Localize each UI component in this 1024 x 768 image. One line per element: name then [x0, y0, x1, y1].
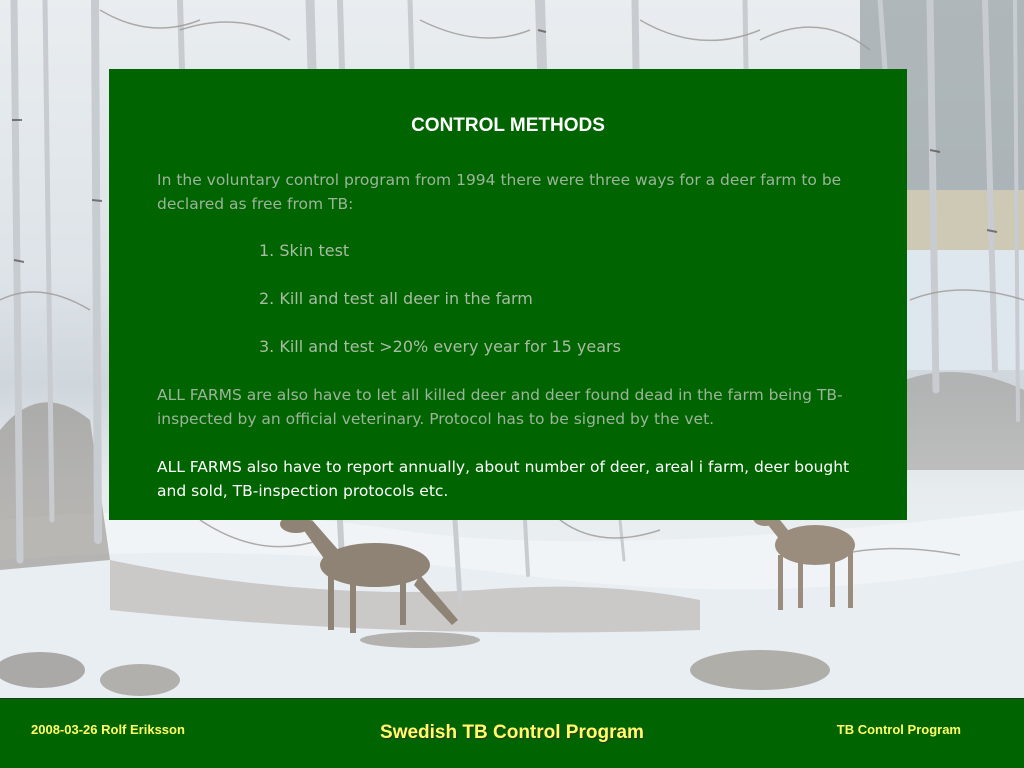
farms-report-paragraph: ALL FARMS also have to report annually, about number of deer, areal i farm, deer bought and sold, TB-inspection protocols etc. — [157, 458, 850, 500]
footer-program-title: Swedish TB Control Program — [380, 722, 644, 743]
intro-paragraph: In the voluntary control program from 1994 there were three ways for a deer farm to be declared as free from TB: — [157, 171, 842, 213]
footer-date-author: 2008-03-26 Rolf Eriksson — [31, 722, 185, 737]
slide-footer — [0, 698, 1024, 768]
slide-title: CONTROL METHODS — [411, 115, 605, 136]
method-item-kill-all: 2. Kill and test all deer in the farm — [259, 289, 533, 308]
content-panel — [109, 69, 907, 520]
footer-program-label: TB Control Program — [836, 722, 961, 737]
method-item-skin-test: 1. Skin test — [259, 241, 350, 260]
method-item-kill-percent: 3. Kill and test >20% every year for 15 years — [259, 337, 621, 356]
farms-inspection-paragraph: ALL FARMS are also have to let all killed deer and deer found dead in the farm being TB-inspected by an official veterinary. Protocol has to be signed by the vet. — [157, 386, 843, 428]
